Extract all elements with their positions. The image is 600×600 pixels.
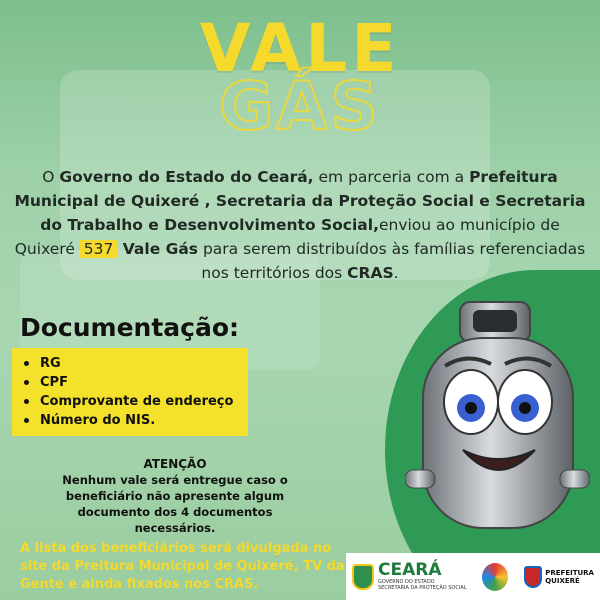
prefeitura-crest-icon <box>524 566 542 588</box>
attention-heading: ATENÇÃO <box>143 457 207 471</box>
prefeitura-logo-city: QUIXERÉ <box>545 576 580 585</box>
documentation-list <box>12 348 248 430</box>
title-line2: GÁS <box>219 68 381 145</box>
ceara-logo-subtitle: GOVERNO DO ESTADO <box>378 579 435 585</box>
ceara-logo-subtitle-2: SECRETARIA DA PROTEÇÃO SOCIAL <box>378 585 467 591</box>
voucher-count-badge: 537 <box>80 240 118 258</box>
doc-item-nis: Número do NIS. <box>30 411 248 430</box>
prefeitura-logo <box>524 566 594 588</box>
prefeitura-logo-label: PREFEITURA <box>545 568 594 577</box>
title-line1: VALE <box>199 10 401 87</box>
intro-paragraph: O Governo do Estado do Ceará, em parceria com a Prefeitura Municipal de Quixeré , Secretaria da Proteção Social e Secretaria do Trabalho e Desenvolvimento Social,enviou ao município de Quixeré 537 Vale Gás para serem distribuídos às famílias referenciadas nos territórios dos CRAS. <box>14 168 586 282</box>
secretariat-emblem-icon <box>482 563 508 591</box>
logos-bar <box>346 553 600 600</box>
documentation-title: Documentação: <box>20 313 240 342</box>
documentation-list-box <box>12 348 248 436</box>
doc-item-address-proof: Comprovante de endereço <box>30 392 248 411</box>
footer-notice: A lista dos beneficiários será divulgada no site da Preitura Municipal de Quixeré, TV da Gente e ainda fixados nos CRAS. <box>20 541 345 592</box>
gas-cylinder-mascot <box>405 300 590 545</box>
doc-item-rg: RG <box>30 354 248 373</box>
attention-text: Nenhum vale será entregue caso o beneficiário não apresente algum documento dos 4 documentos necessários. <box>62 473 288 535</box>
ceara-logo-name: CEARÁ <box>378 560 442 580</box>
ceara-emblem-icon <box>352 564 374 590</box>
ceara-logo <box>352 562 467 591</box>
doc-item-cpf: CPF <box>30 373 248 392</box>
